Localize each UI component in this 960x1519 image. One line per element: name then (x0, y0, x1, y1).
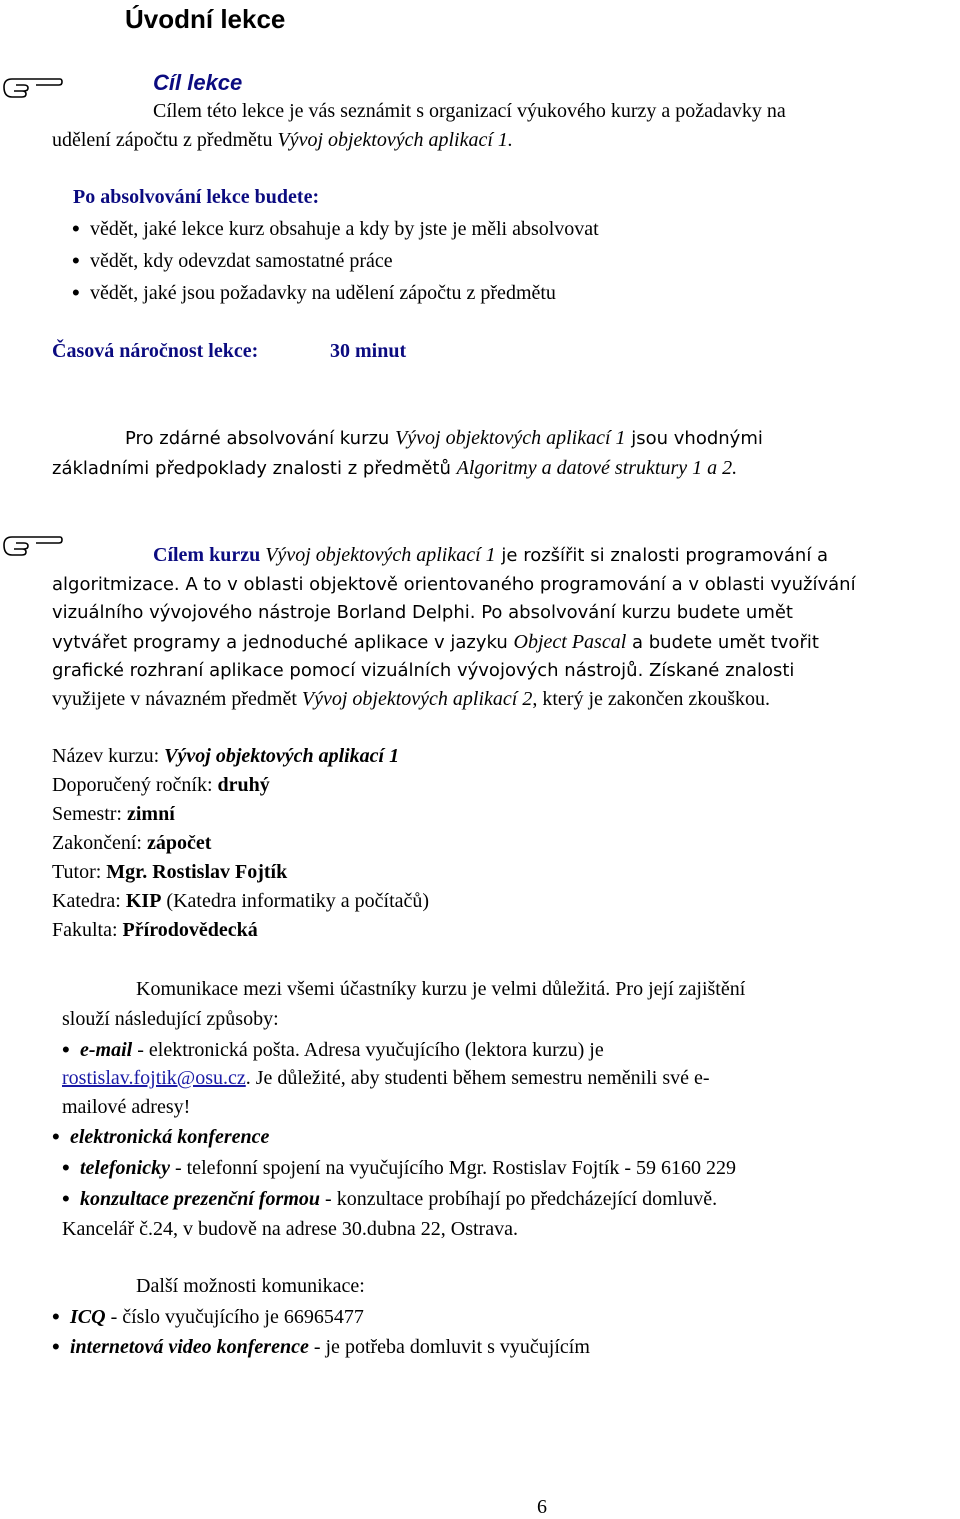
aim-line1: Cílem kurzu Vývoj objektových aplikací 1 je rozšířit si znalosti programování a (153, 544, 829, 566)
prereq-line1: Pro zdárné absolvování kurzu Vývoj objektových aplikací 1 jsou vhodnými (125, 427, 763, 449)
page-title: Úvodní lekce (125, 4, 286, 34)
list-item-conference: • elektronická konference (70, 1126, 269, 1149)
aim-line5: grafické rozhraní aplikace pomocí vizuálních vývojových nástrojů. Získané znalosti (52, 660, 795, 681)
tutor: Tutor: Mgr. Rostislav Fojtík (52, 861, 288, 883)
list-item-icq: • ICQ - číslo vyučujícího je 66965477 (70, 1306, 364, 1329)
consultation-line2: Kancelář č.24, v budově na adrese 30.dubna 22, Ostrava. (62, 1218, 518, 1240)
goal-text-line2: udělení zápočtu z předmětu Vývoj objektových aplikací 1. (52, 129, 513, 151)
pointing-hand-icon (2, 74, 64, 100)
department: Katedra: KIP (Katedra informatiky a počítačů) (52, 890, 430, 912)
comm-intro-line2: slouží následující způsoby: (62, 1008, 279, 1030)
aim-line3: vizuálního vývojového nástroje Borland Delphi. Po absolvování kurzu budete umět (52, 602, 793, 623)
aim-line6: využijete v návazném předmět Vývoj objektových aplikací 2, který je zakončen zkouškou. (52, 688, 771, 710)
email-line3: mailové adresy! (62, 1096, 191, 1118)
list-item-consultation: • konzultace prezenční formou - konzultace probíhají po předcházející domluvě. (80, 1188, 717, 1211)
goal-text-line1: Cílem této lekce je vás seznámit s organizací výukového kurzy a požadavky na (153, 100, 786, 122)
aim-line2: algoritmizace. A to v oblasti objektově orientovaného programování a v oblasti využívání (52, 574, 856, 595)
list-item-email: • e-mail - elektronická pošta. Adresa vyučujícího (lektora kurzu) je (80, 1039, 604, 1062)
time-value: 30 minut (330, 340, 407, 362)
list-item-phone: • telefonicky - telefonní spojení na vyučujícího Mgr. Rostislav Fojtík - 59 6160 229 (80, 1157, 736, 1180)
email-link[interactable]: rostislav.fojtik@osu.cz (62, 1067, 246, 1089)
after-intro: Po absolvování lekce budete: (73, 186, 320, 208)
faculty: Fakulta: Přírodovědecká (52, 919, 258, 941)
time-label: Časová náročnost lekce: (52, 340, 259, 362)
list-item-video-conference: • internetová video konference - je potřeba domluvit s vyučujícím (70, 1336, 590, 1359)
goal-heading: Cíl lekce (153, 70, 243, 95)
aim-line4: vytvářet programy a jednoduché aplikace v jazyku Object Pascal a budete umět tvořit (52, 631, 819, 653)
completion: Zakončení: zápočet (52, 832, 212, 854)
pointing-hand-icon (2, 532, 64, 558)
list-item: • vědět, jaké lekce kurz obsahuje a kdy by jste je měli absolvovat (90, 218, 599, 241)
email-line2: rostislav.fojtik@osu.cz. Je důležité, aby studenti během semestru neměnili své e- (62, 1067, 710, 1089)
list-item: • vědět, kdy odevzdat samostatné práce (90, 250, 393, 273)
semester: Semestr: zimní (52, 803, 175, 825)
list-item: • vědět, jaké jsou požadavky na udělení zápočtu z předmětu (90, 282, 556, 305)
more-intro: Další možnosti komunikace: (136, 1275, 365, 1297)
page-number: 6 (537, 1496, 547, 1518)
recommended-year: Doporučený ročník: druhý (52, 774, 270, 796)
prereq-line2: základními předpoklady znalosti z předmětů Algoritmy a datové struktury 1 a 2. (52, 457, 738, 479)
comm-intro-line1: Komunikace mezi všemi účastníky kurzu je velmi důležitá. Pro její zajištění (136, 978, 746, 1000)
course-name: Název kurzu: Vývoj objektových aplikací 1 (52, 745, 400, 767)
